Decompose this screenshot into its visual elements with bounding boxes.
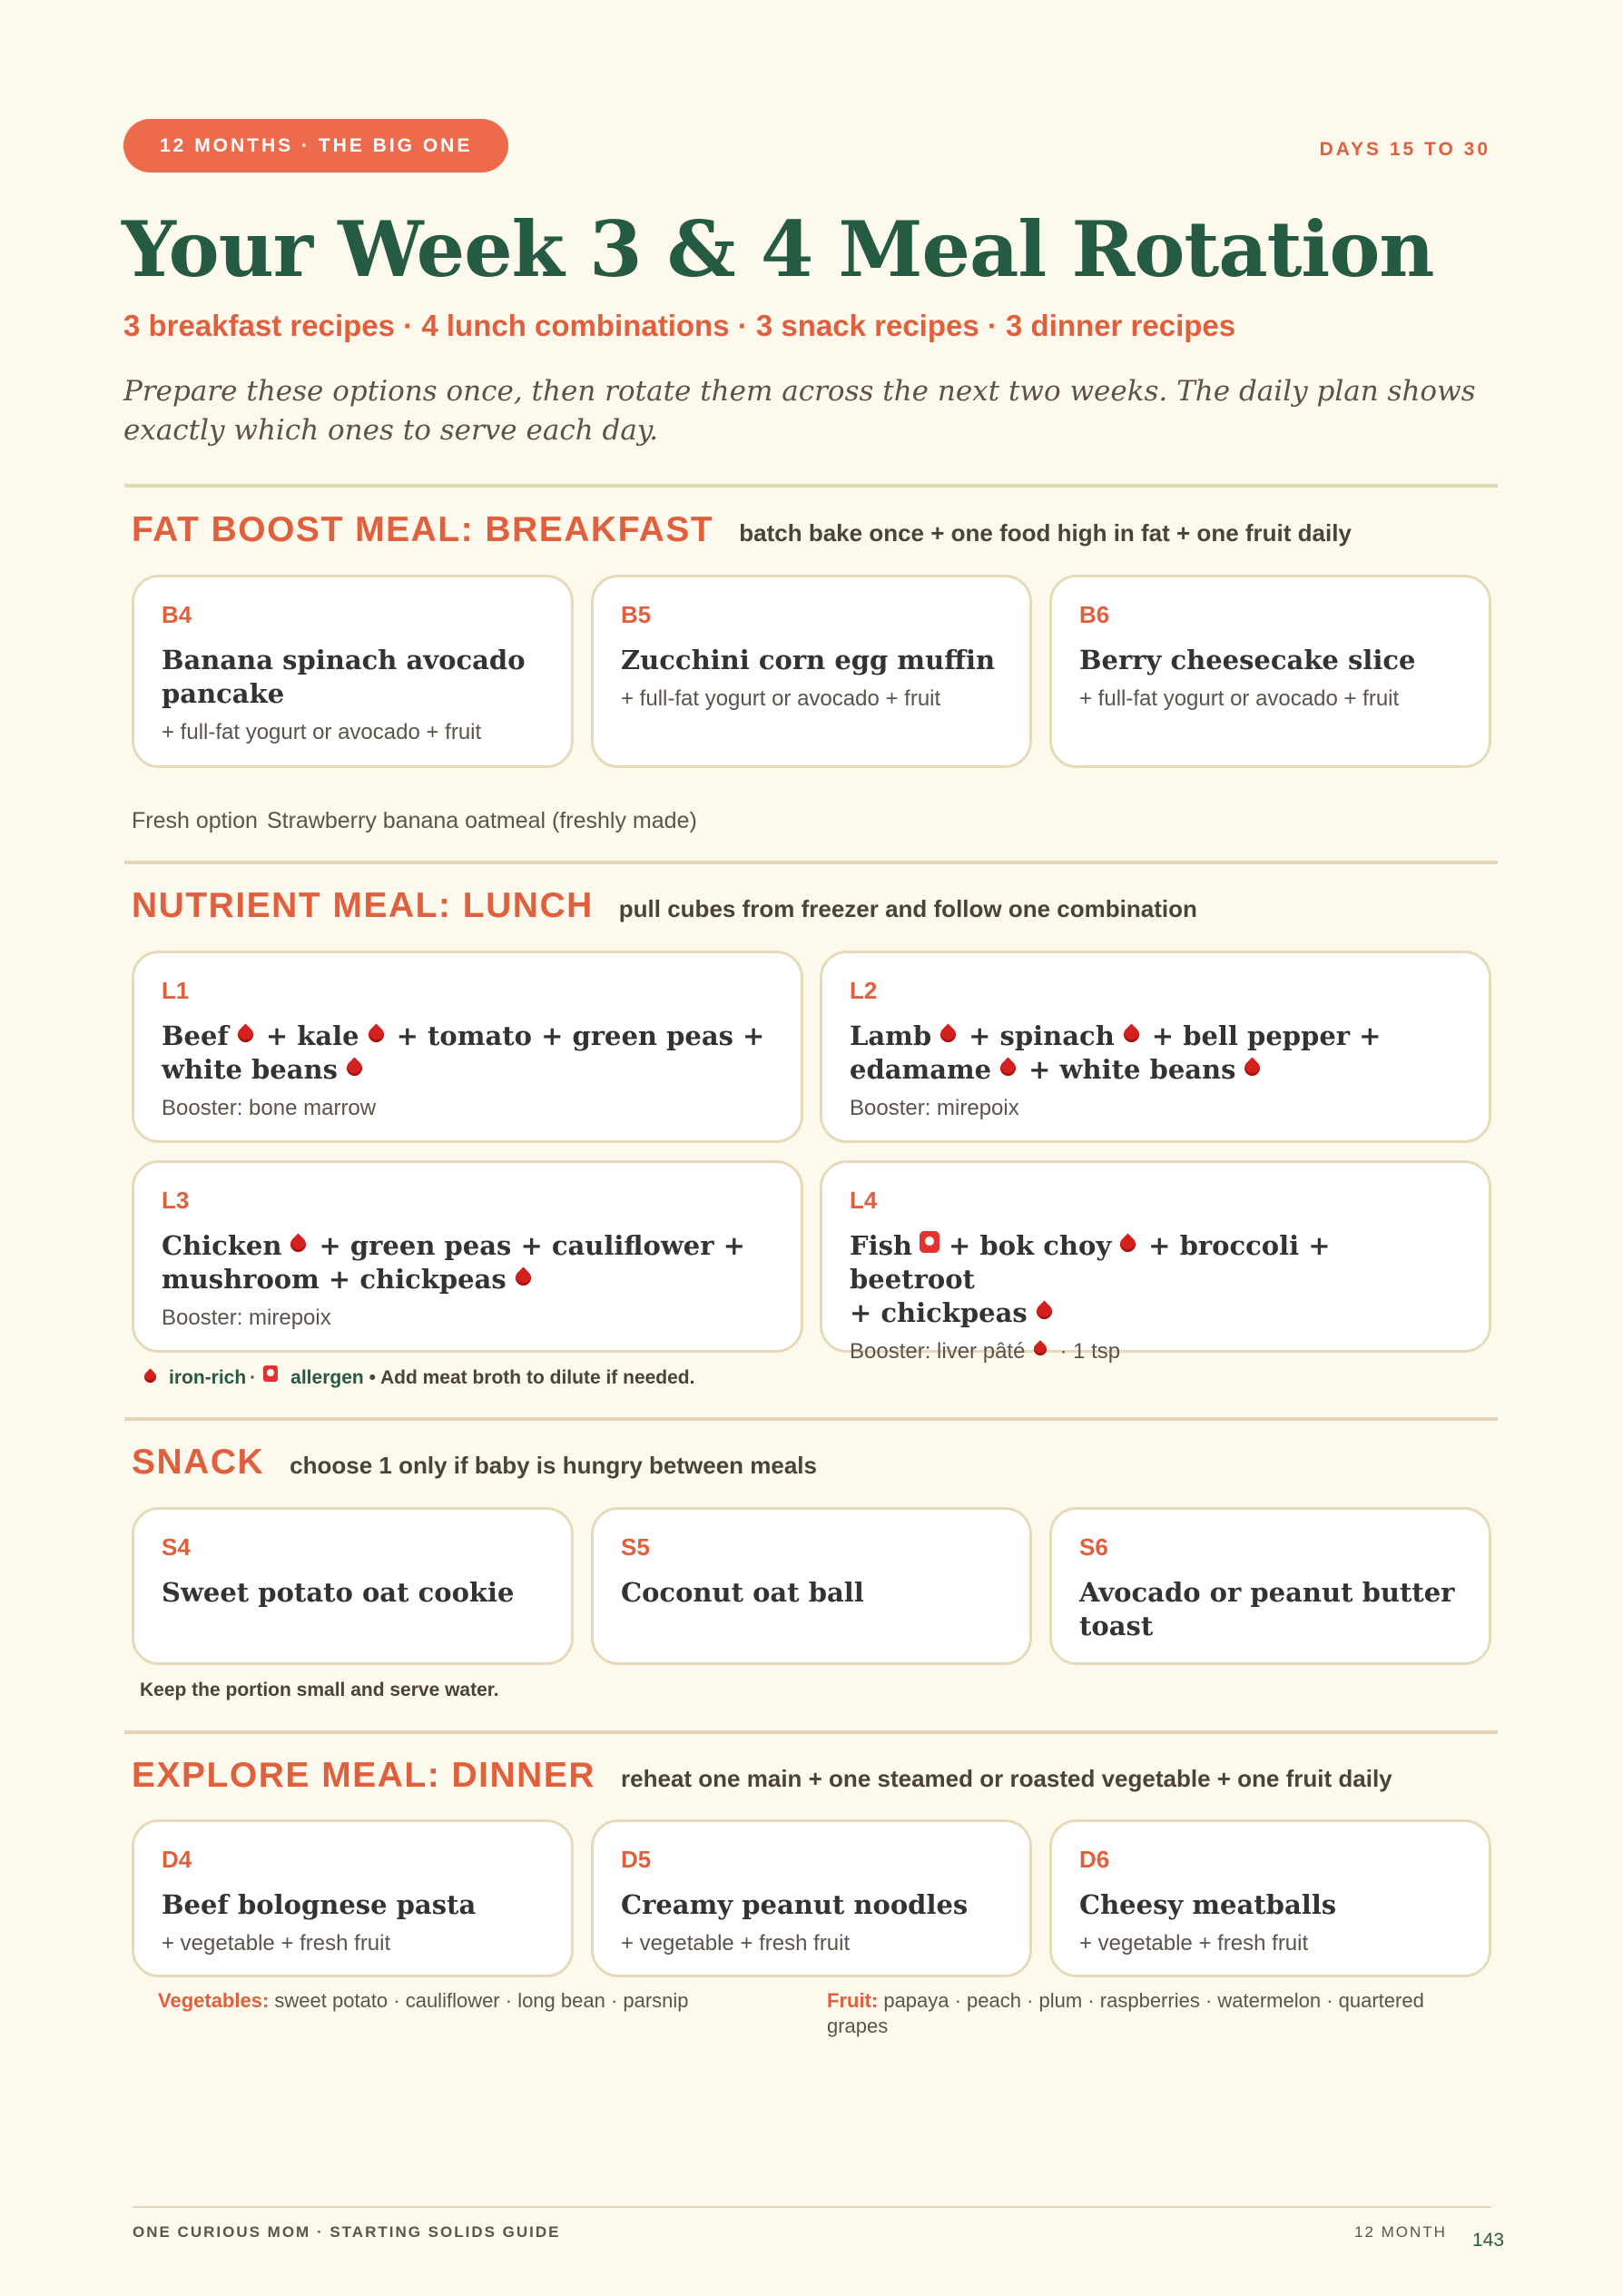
siren-icon — [263, 1365, 278, 1382]
ingredient: + bok choy — [949, 1230, 1112, 1261]
vegetables-label: Vegetables: — [158, 1989, 270, 2012]
recipe-card-s4 — [132, 1507, 574, 1665]
recipe-card-b6 — [1049, 575, 1491, 768]
section-subtitle: pull cubes from freezer and follow one combination — [618, 895, 1197, 922]
recipe-name: Avocado or peanut butter toast — [1079, 1577, 1455, 1641]
lunch-header — [132, 886, 1197, 926]
legend-iron-label: iron-rich — [169, 1367, 247, 1388]
recipe-code: D4 — [162, 1846, 192, 1873]
recipe-name: Berry cheesecake slice — [1079, 645, 1416, 675]
recipe-name — [850, 1229, 1461, 1330]
fruit-values: papaya · peach · plum · raspberries · watermelon · quartered grapes — [827, 1989, 1424, 2037]
section-divider — [124, 1417, 1498, 1421]
days-range: DAYS 15 TO 30 — [1319, 139, 1490, 160]
fresh-option-value: Strawberry banana oatmeal (freshly made) — [266, 808, 697, 833]
blood-drop-icon — [234, 1023, 256, 1045]
recipe-name: Zucchini corn egg muffin — [621, 645, 996, 675]
blood-drop-icon — [1120, 1023, 1142, 1045]
recipe-code: L1 — [162, 977, 190, 1004]
recipe-card-d5 — [591, 1819, 1032, 1977]
recipe-name: Beef bolognese pasta — [162, 1889, 477, 1920]
fruit-list — [827, 1988, 1480, 2039]
recipe-code: S6 — [1079, 1533, 1108, 1561]
section-title: FAT BOOST MEAL: BREAKFAST — [132, 510, 714, 549]
blood-drop-icon — [288, 1233, 310, 1255]
recipe-name: Sweet potato oat cookie — [162, 1577, 515, 1608]
recipe-name — [850, 1020, 1461, 1087]
section-title: EXPLORE MEAL: DINNER — [132, 1756, 596, 1795]
booster-note — [850, 1339, 1461, 1365]
section-subtitle: reheat one main + one steamed or roasted vegetable + one fruit daily — [621, 1765, 1392, 1792]
recipe-card-d6 — [1049, 1819, 1491, 1977]
ingredient: Lamb — [850, 1020, 932, 1051]
recipe-code: B5 — [621, 601, 652, 628]
recipe-name — [162, 1229, 773, 1296]
recipe-note: + full-fat yogurt or avocado + fruit — [162, 720, 482, 744]
recipe-card-s5 — [591, 1507, 1032, 1665]
page-subtitle: 3 breakfast recipes · 4 lunch combinations · 3 snack recipes · 3 dinner recipes — [123, 309, 1236, 342]
recipe-code: S5 — [621, 1533, 650, 1561]
blood-drop-icon — [1117, 1233, 1139, 1255]
recipe-code: B6 — [1079, 601, 1110, 628]
recipe-card-b4 — [132, 575, 574, 768]
blood-drop-icon — [1033, 1300, 1055, 1322]
recipe-name: Banana spinach avocado pancake — [162, 645, 526, 709]
blood-drop-icon — [142, 1368, 158, 1384]
blood-drop-icon — [998, 1057, 1019, 1079]
legend-allergen-label: allergen — [290, 1367, 364, 1388]
recipe-note: + vegetable + fresh fruit — [162, 1931, 391, 1956]
ingredient: + green peas + cauliflower + — [319, 1230, 745, 1261]
recipe-name — [162, 1020, 773, 1087]
recipe-code: L4 — [850, 1187, 878, 1214]
ingredient: + kale — [265, 1020, 359, 1051]
fresh-option — [132, 808, 697, 834]
siren-icon — [920, 1231, 939, 1253]
age-pill: 12 MONTHS · THE BIG ONE — [123, 119, 508, 172]
recipe-code: L2 — [850, 977, 878, 1004]
section-title: SNACK — [132, 1443, 265, 1482]
ingredient: Beef — [162, 1020, 229, 1051]
ingredient: + broccoli + beetroot — [850, 1230, 1331, 1295]
recipe-note: + vegetable + fresh fruit — [1079, 1931, 1309, 1956]
page-title: Your Week 3 & 4 Meal Rotation — [122, 204, 1434, 294]
dinner-header — [132, 1756, 1392, 1796]
footer-divider — [133, 2206, 1491, 2208]
blood-drop-icon — [512, 1266, 534, 1288]
footer-chapter: 12 MONTH — [1354, 2223, 1447, 2241]
blood-drop-icon — [365, 1023, 387, 1045]
section-divider — [124, 861, 1498, 864]
booster-note: Booster: mirepoix — [162, 1306, 331, 1330]
recipe-card-l1 — [132, 951, 803, 1143]
recipe-code: L3 — [162, 1187, 190, 1214]
snack-header — [132, 1443, 817, 1483]
blood-drop-icon — [1242, 1057, 1264, 1079]
booster-note: Booster: mirepoix — [850, 1096, 1019, 1120]
booster-text: Booster: liver pâté — [850, 1339, 1026, 1364]
ingredient: + white beans — [1028, 1054, 1236, 1085]
breakfast-header — [132, 510, 1352, 550]
section-divider — [124, 1730, 1498, 1734]
fruit-label: Fruit: — [827, 1989, 879, 2012]
ingredient: + tomato + green peas + — [396, 1020, 765, 1051]
recipe-code: S4 — [162, 1533, 191, 1561]
ingredient: edamame — [850, 1054, 992, 1085]
section-subtitle: choose 1 only if baby is hungry between meals — [290, 1452, 817, 1479]
intro-text: Prepare these options once, then rotate them across the next two weeks. The daily plan shows exactly which ones to serve each day. — [123, 375, 1476, 447]
ingredient: Chicken — [162, 1230, 282, 1261]
recipe-name: Coconut oat ball — [621, 1577, 864, 1608]
section-title: NUTRIENT MEAL: LUNCH — [132, 886, 594, 925]
booster-note: Booster: bone marrow — [162, 1096, 377, 1120]
blood-drop-icon — [343, 1057, 365, 1079]
recipe-code: D6 — [1079, 1846, 1110, 1873]
section-subtitle: batch bake once + one food high in fat + one fruit daily — [739, 519, 1352, 547]
footer-book-title: ONE CURIOUS MOM · STARTING SOLIDS GUIDE — [133, 2223, 561, 2241]
legend-note: • Add meat broth to dilute if needed. — [369, 1367, 695, 1388]
blood-drop-icon — [1032, 1340, 1050, 1358]
recipe-code: B4 — [162, 601, 192, 628]
ingredient: + spinach — [969, 1020, 1115, 1051]
vegetables-values: sweet potato · cauliflower · long bean · parsnip — [274, 1989, 689, 2012]
recipe-note: + full-fat yogurt or avocado + fruit — [621, 686, 941, 711]
section-divider — [124, 484, 1498, 488]
recipe-name: Creamy peanut noodles — [621, 1889, 969, 1920]
page-number: 143 — [1472, 2230, 1505, 2251]
fresh-option-label: Fresh option — [132, 808, 258, 833]
ingredient: white beans — [162, 1054, 338, 1085]
recipe-name: Cheesy meatballs — [1079, 1889, 1337, 1920]
icon-legend: iron-rich · allergen • Add meat broth to dilute if needed. — [141, 1365, 694, 1389]
recipe-card-l4 — [820, 1160, 1491, 1364]
recipe-card-d4 — [132, 1819, 574, 1977]
ingredient: + chickpeas — [850, 1297, 1028, 1328]
booster-amount: · 1 tsp — [1059, 1339, 1121, 1364]
blood-drop-icon — [938, 1023, 959, 1045]
recipe-note: + vegetable + fresh fruit — [621, 1931, 851, 1956]
ingredient: Fish — [850, 1230, 913, 1261]
vegetables-list — [158, 1988, 793, 2014]
recipe-card-l3 — [132, 1160, 803, 1353]
recipe-code: D5 — [621, 1846, 652, 1873]
recipe-card-l2 — [820, 951, 1491, 1143]
recipe-card-b5 — [591, 575, 1032, 768]
ingredient: + bell pepper + — [1151, 1020, 1382, 1051]
snack-note: Keep the portion small and serve water. — [140, 1680, 499, 1700]
recipe-card-s6 — [1049, 1507, 1491, 1665]
recipe-note: + full-fat yogurt or avocado + fruit — [1079, 686, 1400, 711]
ingredient: mushroom + chickpeas — [162, 1264, 507, 1295]
